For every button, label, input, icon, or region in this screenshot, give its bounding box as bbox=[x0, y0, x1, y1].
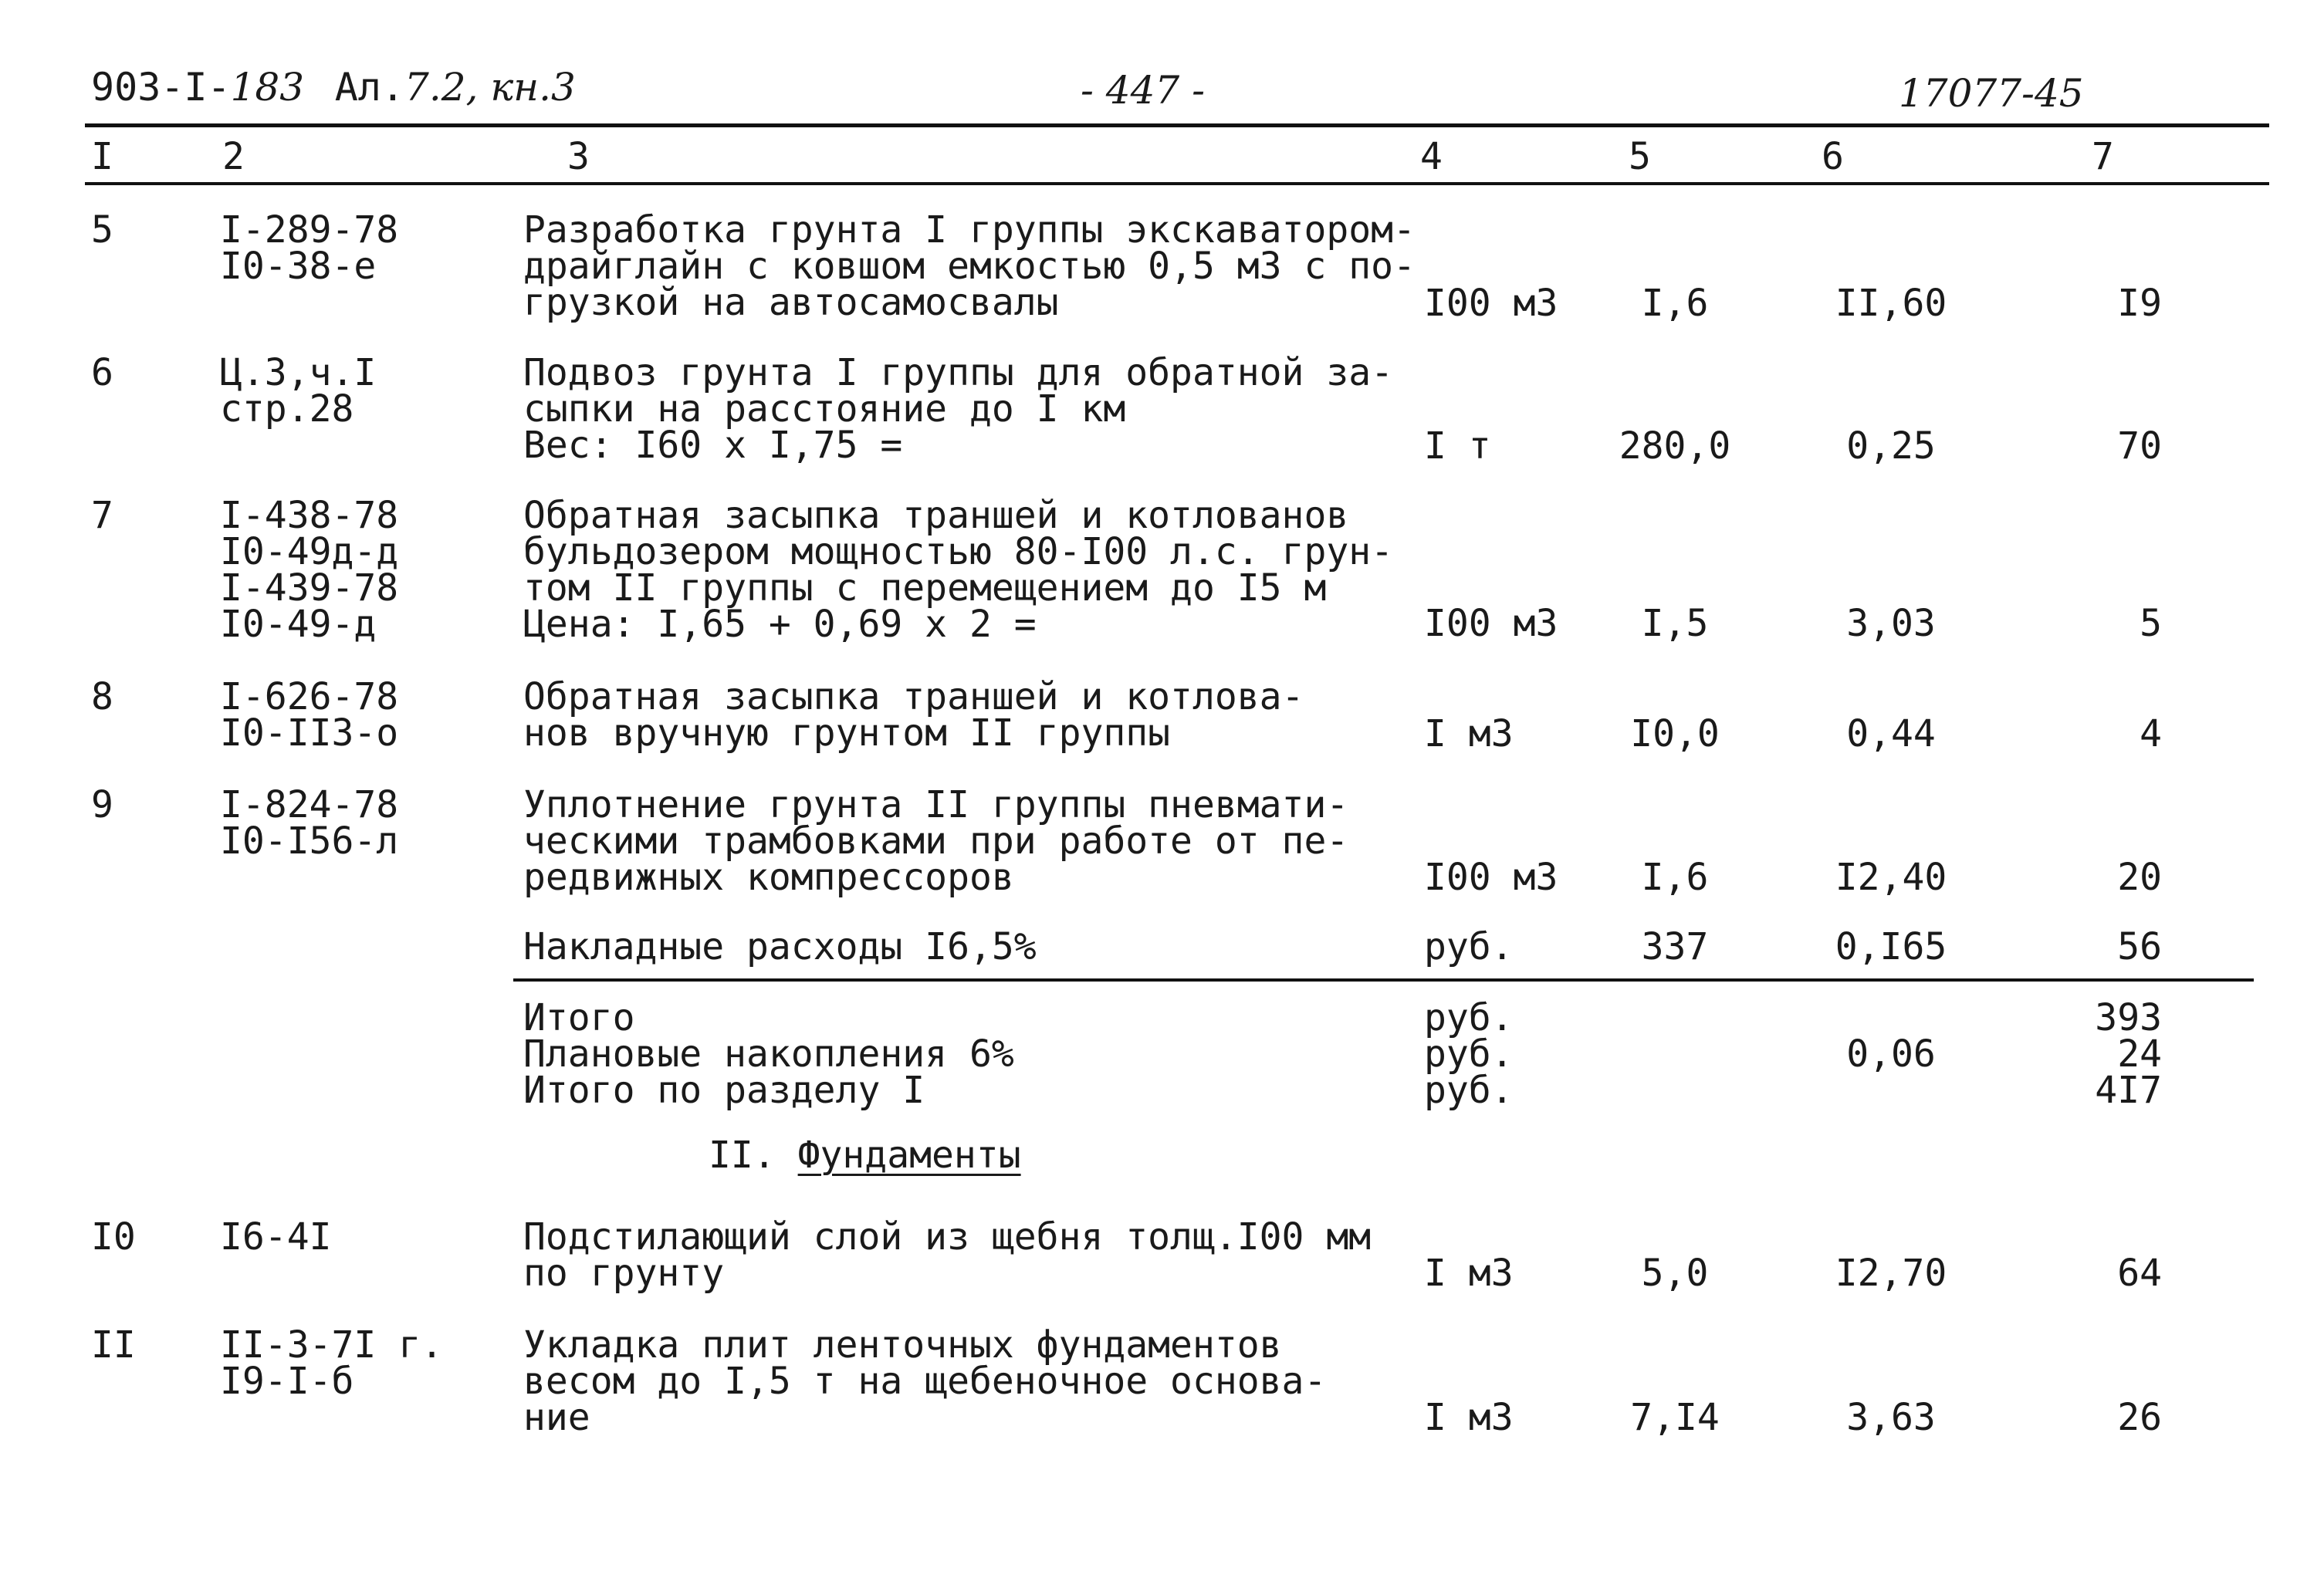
row-quantity: I,5 bbox=[1641, 602, 1709, 645]
row-description: Укладка плит ленточных фундаментов весом до I,5 т на щебеночное основа- ние bbox=[523, 1323, 1327, 1439]
column-header-2: 2 bbox=[222, 135, 245, 178]
doc-code-handwritten: 183 bbox=[230, 65, 305, 110]
section-title: Фундаменты bbox=[797, 1134, 1021, 1177]
totals-description: Итого Плановые накопления 6% Итого по разделу I bbox=[523, 996, 1014, 1112]
row-total: 26 bbox=[2117, 1396, 2162, 1439]
page-number: - 447 - bbox=[1081, 68, 1206, 113]
row-quantity: I0,0 bbox=[1630, 712, 1720, 755]
row-description: Уплотнение грунта II группы пневмати- ческими трамбовками при работе от пе- редвижных компрессоров bbox=[523, 783, 1349, 899]
row-price: 3,03 bbox=[1846, 602, 1936, 645]
row-unit: I00 м3 bbox=[1424, 282, 1558, 325]
totals-total: 393 24 4I7 bbox=[2095, 996, 2162, 1112]
row-total: 20 bbox=[2117, 856, 2162, 899]
row-unit: I00 м3 bbox=[1424, 602, 1558, 645]
overhead-description: Накладные расходы I6,5% bbox=[523, 925, 1037, 968]
row-description: Обратная засыпка траншей и котлованов бульдозером мощностью 80-I00 л.с. грун- том II группы с перемещением до I5 м Цена: I,65 + 0,69 х 2 = bbox=[523, 494, 1394, 646]
column-header-1: I bbox=[91, 135, 113, 178]
row-description: Разработка грунта I группы экскаватором- драйглайн с ковшом емкостью 0,5 м3 с по- грузкой на автосамосвалы bbox=[523, 208, 1416, 324]
overhead-quantity: 337 bbox=[1641, 925, 1709, 968]
row-number: 6 bbox=[91, 351, 113, 394]
row-price: 0,44 bbox=[1846, 712, 1936, 755]
row-code: I-824-78 I0-I56-л bbox=[220, 783, 399, 863]
column-header-7: 7 bbox=[2092, 135, 2114, 178]
row-number: II bbox=[91, 1323, 136, 1367]
row-total: 64 bbox=[2117, 1252, 2162, 1295]
row-code: I-438-78 I0-49д-д I-439-78 I0-49-д bbox=[220, 494, 399, 646]
header-rule-top bbox=[85, 123, 2269, 127]
header-rule-bottom bbox=[85, 182, 2269, 185]
row-number: 7 bbox=[91, 494, 113, 537]
column-header-4: 4 bbox=[1420, 135, 1443, 178]
overhead-total: 56 bbox=[2117, 925, 2162, 968]
row-code: II-3-7I г. I9-I-б bbox=[220, 1323, 443, 1403]
row-number: I0 bbox=[91, 1215, 136, 1259]
row-code: I-289-78 I0-38-е bbox=[220, 208, 399, 288]
row-price: I2,40 bbox=[1835, 856, 1947, 899]
row-price: II,60 bbox=[1835, 282, 1947, 325]
row-price: I2,70 bbox=[1835, 1252, 1947, 1295]
row-unit: I00 м3 bbox=[1424, 856, 1558, 899]
row-description: Подстилающий слой из щебня толщ.I00 мм по грунту bbox=[523, 1215, 1372, 1295]
row-code: I6-4I bbox=[220, 1215, 332, 1259]
column-header-6: 6 bbox=[1822, 135, 1844, 178]
section-number: II. bbox=[709, 1134, 776, 1177]
row-total: 5 bbox=[2140, 602, 2162, 645]
row-unit: I м3 bbox=[1424, 712, 1514, 755]
row-total: 70 bbox=[2117, 424, 2162, 468]
sheet-handwritten: 7.2, кн.3 bbox=[404, 65, 576, 110]
column-header-5: 5 bbox=[1629, 135, 1651, 178]
row-quantity: I,6 bbox=[1641, 282, 1709, 325]
doc-code: 903-I- bbox=[91, 65, 231, 110]
row-code: Ц.3,ч.I стр.28 bbox=[220, 351, 377, 431]
section-heading bbox=[709, 1134, 1021, 1177]
row-quantity: 7,I4 bbox=[1630, 1396, 1720, 1439]
row-unit: I м3 bbox=[1424, 1396, 1514, 1439]
overhead-unit: руб. bbox=[1424, 925, 1514, 968]
row-unit: I м3 bbox=[1424, 1252, 1514, 1295]
row-quantity: I,6 bbox=[1641, 856, 1709, 899]
overhead-price: 0,I65 bbox=[1835, 925, 1947, 968]
row-total: 4 bbox=[2140, 712, 2162, 755]
row-quantity: 280,0 bbox=[1619, 424, 1731, 468]
row-unit: I т bbox=[1424, 424, 1491, 468]
row-price: 0,25 bbox=[1846, 424, 1936, 468]
totals-price: 0,06 bbox=[1846, 1032, 1936, 1076]
row-total: I9 bbox=[2117, 282, 2162, 325]
column-header-3: 3 bbox=[567, 135, 590, 178]
sheet-label: Ал. bbox=[334, 65, 405, 110]
doc-header bbox=[91, 65, 576, 110]
row-number: 9 bbox=[91, 783, 113, 826]
row-code: I-626-78 I0-II3-о bbox=[220, 675, 399, 755]
totals-rule bbox=[513, 978, 2254, 982]
row-number: 8 bbox=[91, 675, 113, 718]
row-price: 3,63 bbox=[1846, 1396, 1936, 1439]
totals-unit: руб. руб. руб. bbox=[1424, 996, 1514, 1112]
row-description: Обратная засыпка траншей и котлова- нов вручную грунтом II группы bbox=[523, 675, 1304, 755]
row-description: Подвоз грунта I группы для обратной за- сыпки на расстояние до I км Вес: I60 х I,75 = bbox=[523, 351, 1394, 467]
row-quantity: 5,0 bbox=[1641, 1252, 1709, 1295]
row-number: 5 bbox=[91, 208, 113, 252]
doc-number: 17077-45 bbox=[1899, 71, 2084, 116]
